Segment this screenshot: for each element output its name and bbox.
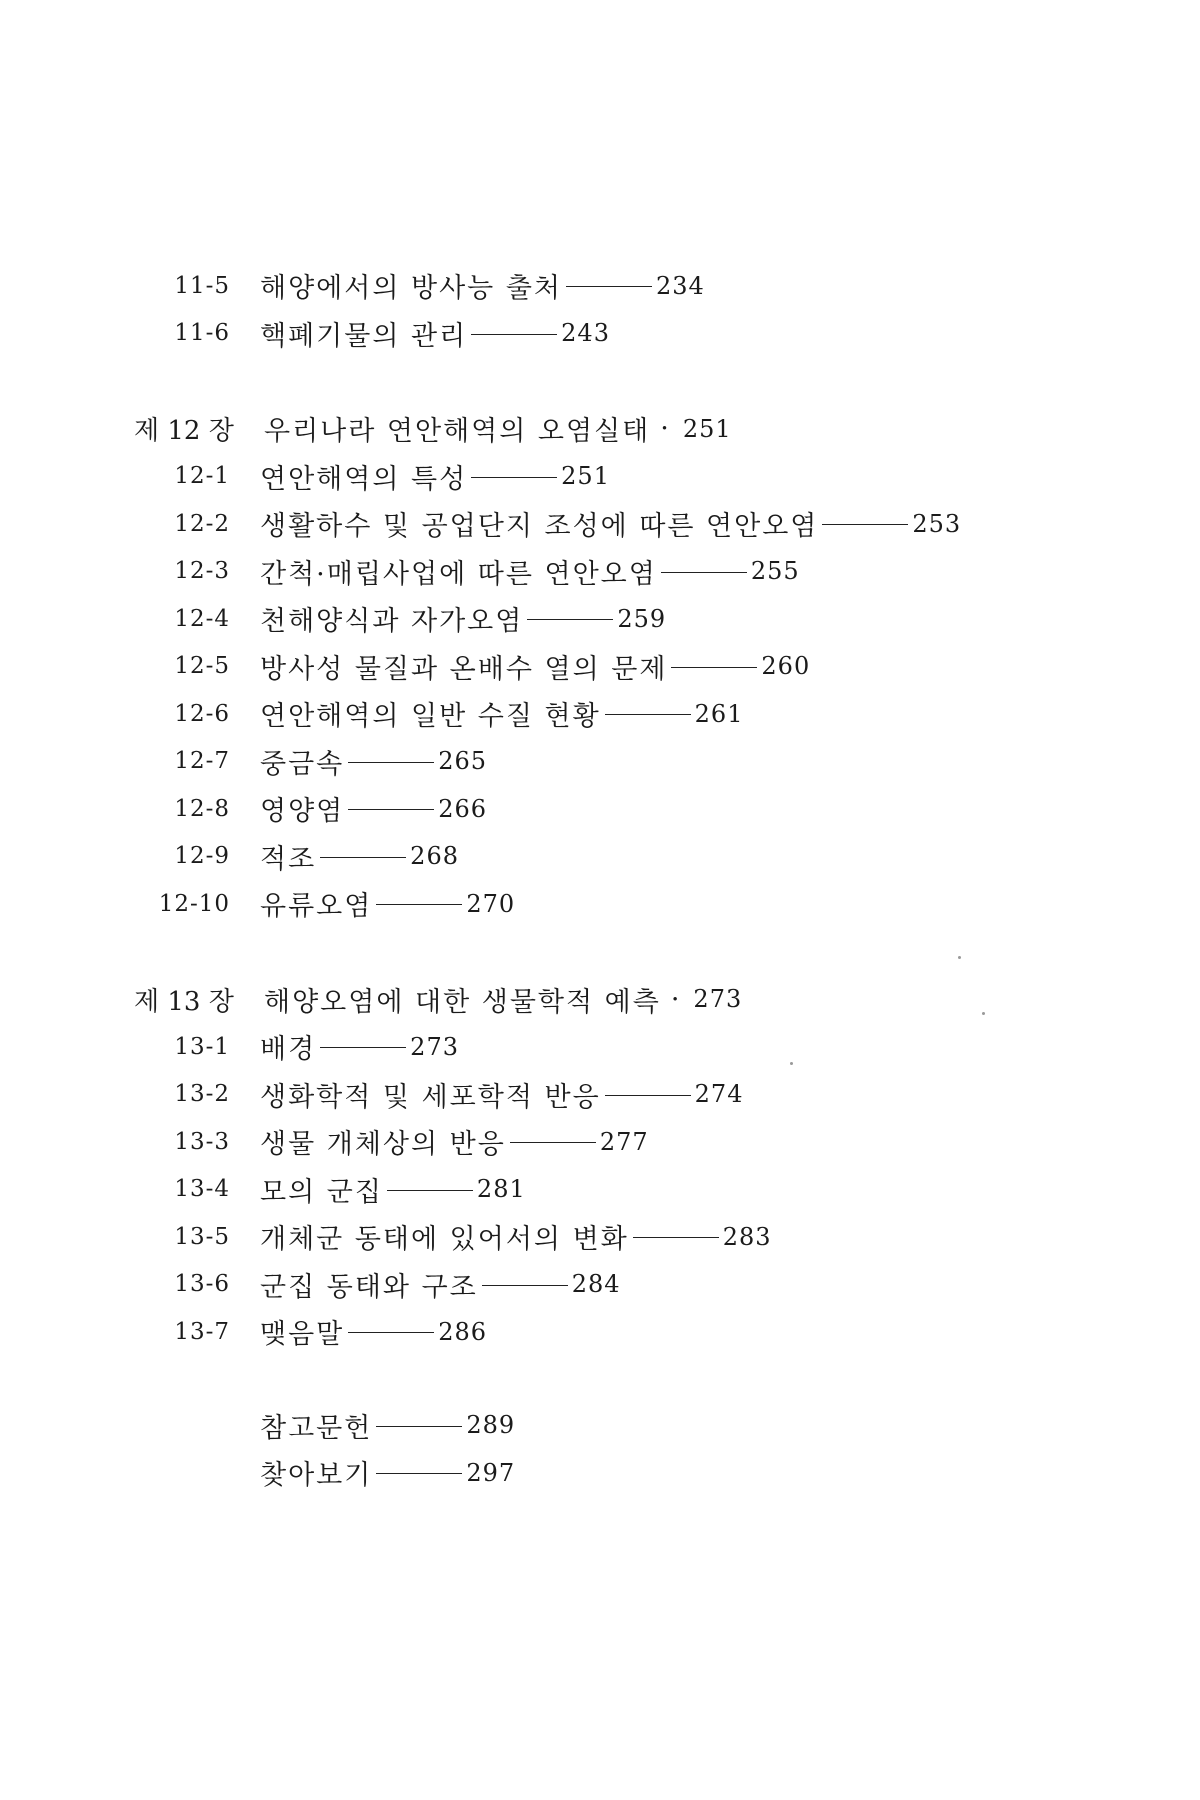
section-title: 개체군 동태에 있어서의 변화 [260,1224,629,1256]
bullet: · [660,413,669,445]
toc-entry [130,1166,1130,1214]
page-number: 266 [438,794,488,823]
leader-line [471,477,557,478]
toc-entry [130,833,1130,881]
section-number: 12-3 [174,558,230,585]
page-number: 251 [682,414,732,443]
section-number: 13-5 [174,1223,230,1250]
section-title: 유류오염 [260,891,373,923]
toc-entry [130,690,1130,738]
toc-entry [130,595,1130,643]
section-number: 13-6 [174,1271,230,1298]
section-title: 군집 동태와 구조 [260,1271,478,1303]
section-number: 13-4 [174,1176,230,1203]
page-number: 283 [722,1222,772,1251]
chapter-heading [130,405,1130,453]
leader-line [387,1190,473,1191]
page-number: 260 [761,652,811,681]
toc-entry [130,453,1130,501]
toc-entry [130,643,1130,691]
page-number: 255 [750,557,800,586]
leader-line [471,334,557,335]
page-number: 253 [912,509,962,538]
page-number: 273 [410,1032,459,1061]
chapter-label: 제 12 장 [134,416,234,447]
section-title: 연안해역의 일반 수질 현황 [260,701,601,733]
page-number: 273 [693,985,743,1014]
page-number: 243 [561,319,610,348]
leader-line [566,286,652,287]
chapter-title: 우리나라 연안해역의 오염실태 [264,416,651,448]
section-number: 11-6 [174,320,230,347]
toc-entry [130,1308,1130,1356]
toc-entry-references [130,1402,1130,1450]
section-title: 생물 개체상의 반응 [260,1129,506,1161]
section-title: 찾아보기 [260,1460,373,1492]
toc-entry [130,500,1130,548]
section-number: 12-10 [158,890,230,917]
page-number: 234 [656,271,705,300]
section-number: 11-5 [174,272,230,299]
page-number: 261 [694,699,744,728]
section-number: 12-7 [174,748,230,775]
section-number: 12-5 [174,653,230,680]
page-number: 270 [466,889,516,918]
leader-line [320,1047,406,1048]
section-title: 모의 군집 [260,1176,383,1208]
section-title: 간척·매립사업에 따른 연안오염 [260,558,657,590]
section-number: 13-2 [174,1081,230,1108]
section-title: 참고문헌 [260,1412,373,1444]
leader-line [605,714,691,715]
section-title: 연안해역의 특성 [260,463,468,495]
section-title: 핵폐기물의 관리 [260,320,468,352]
leader-line [605,1095,691,1096]
section-title: 생화학적 및 세포학적 반응 [260,1081,601,1113]
page-number: 274 [694,1080,744,1109]
toc-entry [130,785,1130,833]
section-number: 12-6 [174,700,230,727]
page-number: 251 [561,462,610,491]
section-title: 적조 [260,843,317,875]
section-number: 12-8 [174,795,230,822]
leader-line [320,857,406,858]
section-title: 중금속 [260,748,345,780]
section-number: 13-7 [174,1318,230,1345]
leader-line [482,1285,568,1286]
scan-speck [958,956,961,959]
leader-line [510,1142,596,1143]
leader-line [348,1332,434,1333]
page-number: 281 [476,1175,526,1204]
toc-entry-index [130,1449,1130,1497]
chapter-heading [130,976,1130,1024]
section-title: 영양염 [260,796,345,828]
section-title: 천해양식과 자가오염 [260,606,524,638]
chapter-title: 해양오염에 대한 생물학적 예측 [264,986,661,1018]
page-number: 268 [410,842,459,871]
leader-line [671,667,757,668]
toc-entry [130,548,1130,596]
toc-entry [130,262,1130,310]
leader-line [376,904,462,905]
toc-entry [130,310,1130,358]
leader-line [822,524,908,525]
page-number: 259 [617,604,667,633]
section-number: 13-3 [174,1128,230,1155]
page-number: 297 [466,1458,516,1487]
section-number: 12-1 [174,463,230,490]
toc-entry [130,1213,1130,1261]
toc-entry [130,1023,1130,1071]
scan-speck [790,1062,793,1065]
bullet: · [670,983,680,1015]
table-of-contents [130,262,1130,1497]
page-number: 286 [438,1317,488,1346]
leader-line [348,762,434,763]
leader-line [633,1237,719,1238]
section-title: 생활하수 및 공업단지 조성에 따른 연안오염 [260,511,819,543]
page-number: 277 [599,1127,649,1156]
scan-speck [982,1012,985,1015]
section-title: 방사성 물질과 온배수 열의 문제 [260,653,668,685]
toc-entry [130,1071,1130,1119]
section-title: 맺음말 [260,1319,345,1351]
section-title: 해양에서의 방사능 출처 [260,273,562,305]
leader-line [376,1473,462,1474]
toc-entry [130,738,1130,786]
toc-entry [130,1118,1130,1166]
leader-line [348,809,434,810]
page-number: 284 [571,1270,621,1299]
leader-line [376,1426,462,1427]
section-title: 배경 [260,1034,317,1066]
chapter-label: 제 13 장 [134,986,234,1017]
section-number: 12-4 [174,605,230,632]
page-number: 265 [438,747,488,776]
page-number: 289 [466,1411,516,1440]
section-number: 13-1 [174,1033,230,1060]
section-number: 12-2 [174,510,230,537]
leader-line [661,572,747,573]
toc-entry [130,1261,1130,1309]
section-number: 12-9 [174,843,230,870]
leader-line [527,619,613,620]
toc-entry [130,880,1130,928]
